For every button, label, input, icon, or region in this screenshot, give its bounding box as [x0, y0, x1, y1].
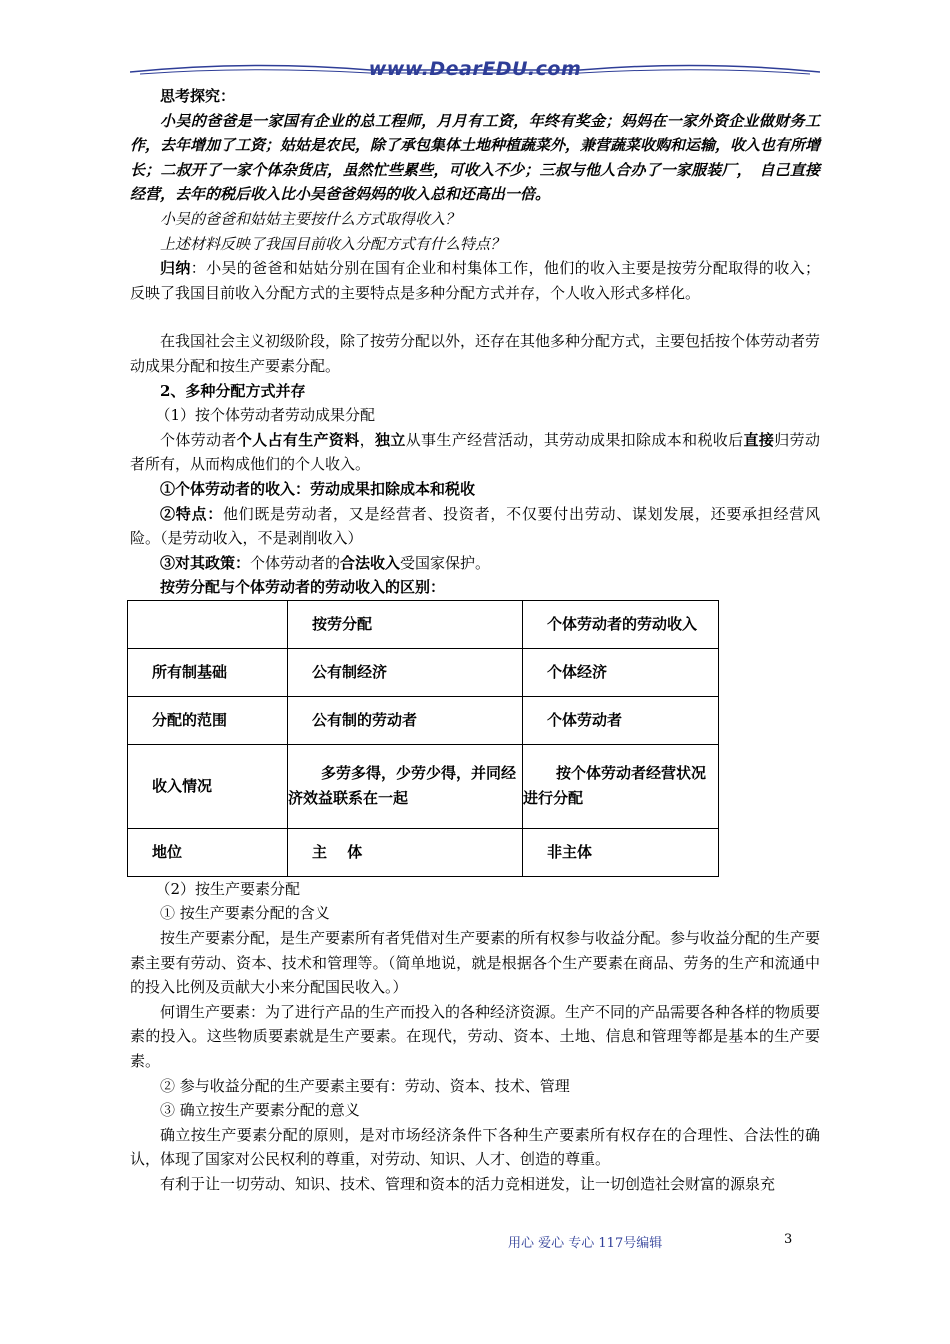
page-number: 3	[784, 1232, 793, 1247]
summary	[130, 256, 820, 305]
subsection-2-title: （2）按生产要素分配	[155, 879, 301, 898]
question-1: 小吴的爸爸和姑姑主要按什么方式取得收入？	[160, 209, 461, 228]
factor-point-3: ③ 确立按生产要素分配的意义	[160, 1101, 360, 1120]
table-cell: 个体劳动者的劳动收入	[523, 600, 719, 648]
table-cell: 个体经济	[523, 648, 719, 696]
intro-paragraph: 在我国社会主义初级阶段，除了按劳分配以外，还存在其他多种分配方式，主要包括按个体劳动者劳动成果分配和按生产要素分配。	[130, 332, 821, 375]
table-cell: 地位	[128, 828, 288, 876]
question-2: 上述材料反映了我国目前收入分配方式有什么特点？	[160, 234, 506, 253]
table-cell: 按劳分配	[288, 600, 523, 648]
point-2-text: 他们既是劳动者，又是经营者、投资者，不仅要付出劳动、谋划发展，还要承担经营风险。（是劳动收入，不是剥削收入）	[130, 504, 820, 548]
point-3-text-b: 合法收入	[340, 553, 401, 572]
table-row	[128, 648, 719, 696]
table-cell: 非主体	[523, 828, 719, 876]
point-3	[130, 551, 820, 576]
factor-point-3-text-2: 有利于让一切劳动、知识、技术、管理和资本的活力竞相迸发，让一切创造社会财富的源泉充	[160, 1175, 776, 1193]
footer-text: 用心 爱心 专心 117号编辑	[508, 1236, 663, 1251]
point-3-text-c: 受国家保护。	[400, 553, 491, 572]
table-cell: 分配的范围	[128, 696, 288, 744]
factor-definition: 何谓生产要素：为了进行产品的生产而投入的各种经济资源。生产不同的产品需要各种各样的物质要素的投入。这些物质要素就是生产要素。在现代，劳动、资本、土地、信息和管理等都是基本的生产要素。	[130, 1002, 821, 1071]
factor-point-3-text: 确立按生产要素分配的原则，是对市场经济条件下各种生产要素所有权存在的合理性、合法性的确认，体现了国家对公民权利的尊重，对劳动、知识、人才、创造的尊重。	[130, 1125, 820, 1169]
table-cell: 多劳多得，少劳少得，并同经济效益联系在一起	[288, 744, 523, 828]
table-cell	[128, 600, 288, 648]
summary-text: ：小吴的爸爸和姑姑分别在国有企业和村集体工作，他们的收入主要是按劳分配取得的收入；反映了我国目前收入分配方式的主要特点是多种分配方式并存，个人收入形式多样化。	[130, 259, 820, 302]
def-part-c: ，	[359, 430, 375, 449]
def-part-b: 个人占有生产资料	[236, 430, 360, 449]
point-3-text-a: 个体劳动者的	[250, 553, 341, 572]
individual-worker-definition	[130, 428, 820, 477]
def-part-a: 个体劳动者	[160, 430, 237, 449]
factor-point-1-text: 按生产要素分配，是生产要素所有者凭借对生产要素的所有权参与收益分配。参与收益分配的生产要素主要有劳动、资本、技术和管理等。（简单地说，就是根据各个生产要素在商品、劳务的生产和流通中的投入比例及贡献大小来分配国民收入。）	[130, 929, 821, 997]
table-cell: 公有制经济	[288, 648, 523, 696]
table-cell: 公有制的劳动者	[288, 696, 523, 744]
factor-point-2: ② 参与收益分配的生产要素主要有：劳动、资本、技术、管理	[160, 1076, 570, 1095]
point-2	[130, 502, 820, 551]
summary-label: 归纳	[160, 259, 191, 278]
table-cell: 收入情况	[128, 744, 288, 828]
factor-point-1: ① 按生产要素分配的含义	[160, 904, 330, 923]
point-3-label: ③对其政策：	[160, 553, 251, 572]
def-part-g: 归劳动者所有，从而构成他们的个人收入。	[130, 430, 820, 474]
section-2-title: 2、多种分配方式并存	[160, 381, 306, 400]
table-cell: 个体劳动者	[523, 696, 719, 744]
point-1: ①个体劳动者的收入：劳动成果扣除成本和税收	[160, 479, 476, 498]
table-cell: 主 体	[288, 828, 523, 876]
table-row	[128, 696, 719, 744]
table-title: 按劳分配与个体劳动者的劳动收入的区别：	[160, 578, 446, 597]
table-cell: 所有制基础	[128, 648, 288, 696]
think-heading: 思考探究：	[160, 87, 236, 105]
document-body	[130, 84, 820, 1197]
table-cell: 按个体劳动者经营状况进行分配	[523, 744, 719, 828]
point-2-label: ②特点：	[160, 504, 223, 523]
site-url[interactable]: www.DearEDU.com	[368, 58, 582, 80]
table-row	[128, 744, 719, 828]
table-row	[128, 828, 719, 876]
def-part-f: 直接	[743, 430, 775, 449]
table-header-row	[128, 600, 719, 648]
subsection-1-title: （1）按个体劳动者劳动成果分配	[155, 406, 376, 425]
think-material: 小吴的爸爸是一家国有企业的总工程师，月月有工资，年终有奖金；妈妈在一家外资企业做财务工作，去年增加了工资；姑姑是农民，除了承包集体土地种植蔬菜外，兼营蔬菜收购和运输，收入也有所增长；二叔开了一家个体杂货店，虽然忙些累些，可收入不少；三叔与他人合办了一家服装厂， 自己直接经营，去年的税后收入比小吴爸爸妈妈的收入总和还高出一倍。	[130, 111, 821, 204]
def-part-d: 独立	[374, 430, 406, 449]
comparison-table	[127, 600, 719, 877]
page-header	[130, 56, 820, 86]
def-part-e: 从事生产经营活动，其劳动成果扣除成本和税收后	[405, 430, 744, 449]
